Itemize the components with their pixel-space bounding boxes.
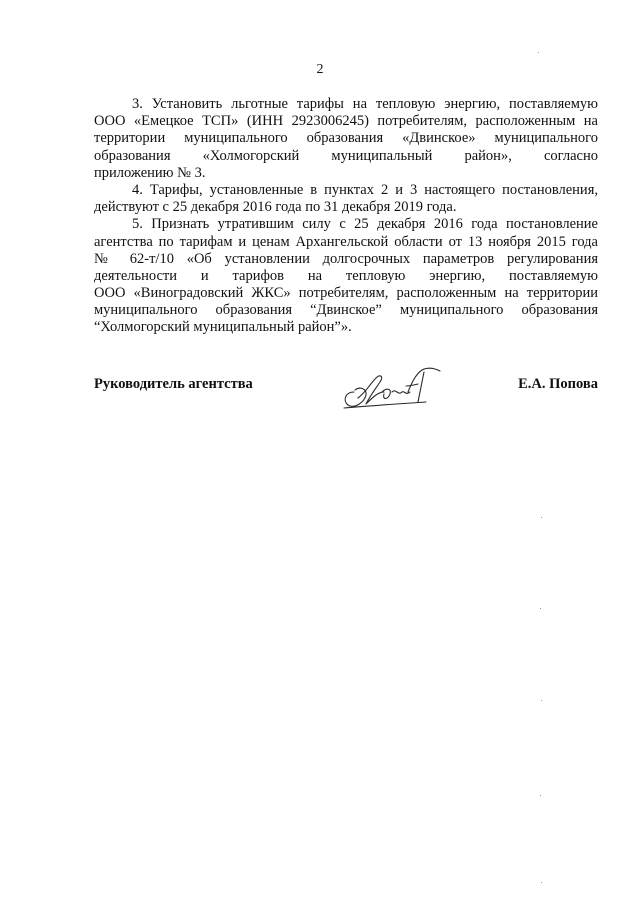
paragraph-item-4 xyxy=(94,182,598,216)
signer-name: Е.А. Попова xyxy=(518,376,598,392)
scan-speck xyxy=(540,795,541,796)
scan-speck xyxy=(540,608,541,609)
document-body xyxy=(94,96,598,337)
scan-speck xyxy=(541,517,542,518)
paragraph-item-5 xyxy=(94,216,598,336)
signer-position: Руководитель агентства xyxy=(94,376,253,392)
text-line: деятельности и тарифов на тепловую энергию, поставляемую xyxy=(94,267,598,284)
text-line: действуют с 25 декабря 2016 года по 31 декабря 2019 года. xyxy=(94,199,457,216)
scan-speck xyxy=(541,700,542,701)
signature-block xyxy=(94,374,598,414)
text-line: агентства по тарифам и ценам Архангельской области от 13 ноября 2015 года xyxy=(94,233,598,250)
scan-speck xyxy=(538,52,539,53)
text-line: приложению № 3. xyxy=(94,164,206,181)
scan-speck xyxy=(541,882,542,883)
text-line: 3. Установить льготные тарифы на тепловую энергию, поставляемую xyxy=(132,96,598,112)
text-line: 5. Признать утратившим силу с 25 декабря 2016 года постановление xyxy=(132,216,598,233)
text-line: муниципального образования “Двинское” муниципального образования xyxy=(94,302,598,319)
text-line: образования «Холмогорский муниципальный район», согласно xyxy=(94,147,598,164)
paragraph-item-3 xyxy=(94,96,598,182)
page-number: 2 xyxy=(316,62,324,77)
handwritten-signature xyxy=(336,362,446,414)
text-line: территории муниципального образования «Двинское» муниципального xyxy=(94,130,598,147)
text-line: ООО «Емецкое ТСП» (ИНН 2923006245) потребителям, расположенным на xyxy=(94,113,598,130)
text-line: 4. Тарифы, установленные в пунктах 2 и 3 настоящего постановления, xyxy=(132,181,598,198)
text-line: ООО «Виноградовский ЖКС» потребителям, расположенным на территории xyxy=(94,285,598,302)
text-line: № 62-т/10 «Об установлении долгосрочных параметров регулирования xyxy=(94,250,598,267)
text-line: “Холмогорский муниципальный район”». xyxy=(94,319,352,336)
